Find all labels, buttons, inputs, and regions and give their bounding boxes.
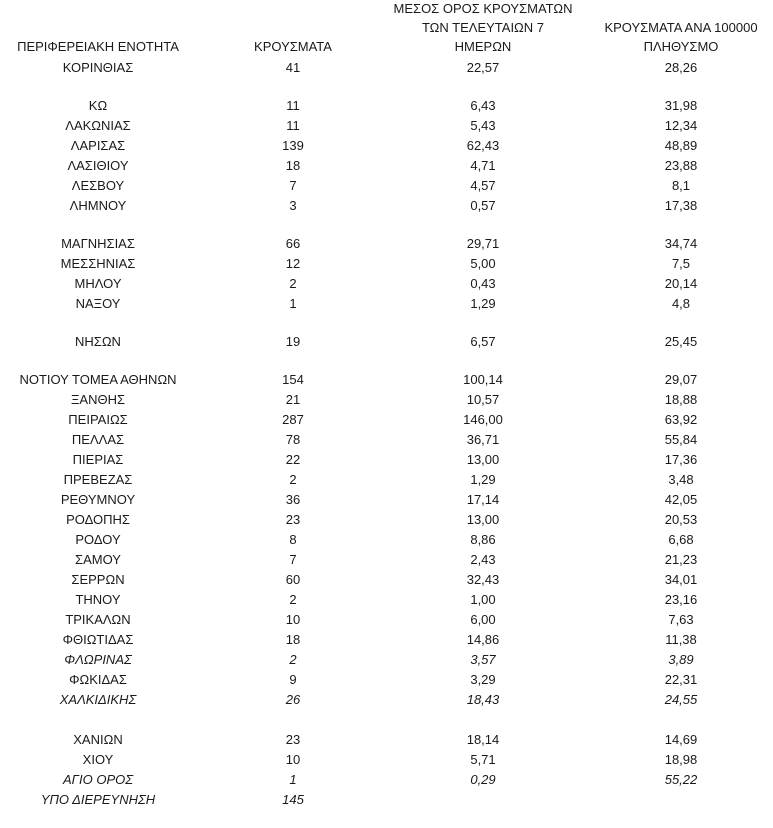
- avg7-cell: 22,57: [466, 60, 500, 75]
- region-cell: ΝΑΞΟΥ: [75, 296, 121, 311]
- table-row: [0, 690, 773, 710]
- cases-cell: 154: [282, 372, 304, 387]
- cases-cell: 11: [286, 98, 300, 113]
- avg7-cell: 5,00: [470, 256, 496, 271]
- per100k-cell: 48,89: [664, 138, 698, 153]
- avg7-cell: 3,29: [470, 672, 496, 687]
- per100k-cell: 31,98: [664, 98, 698, 113]
- region-cell: ΤΡΙΚΑΛΩΝ: [65, 612, 131, 627]
- avg7-cell: 0,57: [470, 198, 496, 213]
- cases-cell: 7: [289, 178, 297, 193]
- cases-cell: 1: [289, 772, 297, 787]
- per100k-cell: 25,45: [664, 334, 698, 349]
- avg7-cell: 3,57: [470, 652, 496, 667]
- per100k-cell: 20,14: [664, 276, 698, 291]
- region-cell: ΛΑΚΩΝΙΑΣ: [65, 118, 131, 133]
- cases-cell: 23: [285, 512, 301, 527]
- cases-cell: 41: [285, 60, 301, 75]
- avg7-cell: 4,57: [470, 178, 496, 193]
- avg7-cell: 17,14: [466, 492, 500, 507]
- region-cell: ΚΩ: [88, 98, 108, 113]
- avg7-cell: 5,71: [470, 752, 496, 767]
- region-cell: ΡΟΔΟΥ: [75, 532, 121, 547]
- cases-cell: 1: [289, 296, 297, 311]
- per100k-cell: 17,38: [664, 198, 698, 213]
- table-row: [0, 770, 773, 790]
- cases-cell: 11: [286, 118, 300, 133]
- per100k-cell: 42,05: [664, 492, 698, 507]
- region-cell: ΤΗΝΟΥ: [75, 592, 121, 607]
- per100k-cell: 8,1: [671, 178, 691, 193]
- per100k-cell: 55,84: [664, 432, 698, 447]
- avg7-cell: 100,14: [463, 372, 503, 387]
- region-cell: ΠΡΕΒΕΖΑΣ: [63, 472, 133, 487]
- per100k-cell: 12,34: [664, 118, 698, 133]
- cases-cell: 7: [289, 552, 297, 567]
- per100k-cell: 7,5: [671, 256, 691, 271]
- region-cell: ΝΗΣΩΝ: [75, 334, 121, 349]
- avg7-cell: 1,29: [470, 296, 496, 311]
- cases-cell: 8: [289, 532, 297, 547]
- region-cell: ΧΙΟΥ: [82, 752, 114, 767]
- header-region: ΠΕΡΙΦΕΡΕΙΑΚΗ ΕΝΟΤΗΤΑ: [17, 39, 179, 54]
- cases-cell: 19: [285, 334, 301, 349]
- per100k-cell: 34,01: [664, 572, 698, 587]
- per100k-cell: 11,38: [665, 632, 697, 647]
- region-cell: ΑΓΙΟ ΟΡΟΣ: [62, 772, 134, 787]
- cases-cell: 3: [289, 198, 297, 213]
- cases-cell: 21: [285, 392, 301, 407]
- avg7-cell: 6,57: [470, 334, 496, 349]
- cases-cell: 139: [282, 138, 304, 153]
- table-row: [0, 510, 773, 530]
- per100k-cell: 55,22: [664, 772, 698, 787]
- per100k-cell: 6,68: [668, 532, 694, 547]
- per100k-cell: 14,69: [664, 732, 698, 747]
- cases-cell: 2: [289, 472, 297, 487]
- per100k-cell: 18,88: [664, 392, 698, 407]
- region-cell: ΦΛΩΡΙΝΑΣ: [64, 652, 132, 667]
- table-row: [0, 490, 773, 510]
- avg7-cell: 1,00: [470, 592, 496, 607]
- cases-cell: 78: [285, 432, 301, 447]
- avg7-cell: 146,00: [463, 412, 503, 427]
- avg7-cell: 6,43: [470, 98, 496, 113]
- table-row: [0, 530, 773, 550]
- avg7-cell: 32,43: [466, 572, 500, 587]
- cases-cell: 12: [285, 256, 301, 271]
- avg7-cell: 6,00: [470, 612, 496, 627]
- cases-cell: 66: [285, 236, 301, 251]
- table-row: [0, 570, 773, 590]
- region-cell: ΡΕΘΥΜΝΟΥ: [60, 492, 136, 507]
- per100k-cell: 63,92: [664, 412, 698, 427]
- per100k-cell: 28,26: [664, 60, 698, 75]
- avg7-cell: 62,43: [466, 138, 500, 153]
- table-row: [0, 294, 773, 314]
- avg7-cell: 29,71: [466, 236, 500, 251]
- table-row: [0, 196, 773, 216]
- region-cell: ΥΠΟ ΔΙΕΡΕΥΝΗΣΗ: [40, 792, 156, 807]
- region-cell: ΦΘΙΩΤΙΔΑΣ: [62, 632, 134, 647]
- avg7-cell: 10,57: [466, 392, 500, 407]
- table-row: [0, 370, 773, 390]
- cases-cell: 10: [285, 612, 301, 627]
- per100k-cell: 17,36: [664, 452, 698, 467]
- cases-cell: 26: [285, 692, 301, 707]
- per100k-cell: 23,88: [664, 158, 698, 173]
- cases-cell: 2: [289, 592, 297, 607]
- per100k-cell: 21,23: [664, 552, 698, 567]
- region-cell: ΜΗΛΟΥ: [74, 276, 122, 291]
- cases-cell: 18: [285, 158, 301, 173]
- cases-cell: 287: [282, 412, 304, 427]
- cases-cell: 10: [285, 752, 301, 767]
- region-cell: ΧΑΝΙΩΝ: [73, 732, 123, 747]
- table-row: [0, 650, 773, 670]
- table-row: [0, 630, 773, 650]
- avg7-cell: 14,86: [466, 632, 500, 647]
- region-cell: ΛΗΜΝΟΥ: [69, 198, 127, 213]
- region-cell: ΛΕΣΒΟΥ: [71, 178, 125, 193]
- region-cell: ΡΟΔΟΠΗΣ: [66, 512, 130, 527]
- avg7-cell: 2,43: [470, 552, 496, 567]
- cases-cell: 60: [285, 572, 301, 587]
- table-row: [0, 410, 773, 430]
- cases-cell: 18: [285, 632, 301, 647]
- table-row: [0, 730, 773, 750]
- region-cell: ΜΑΓΝΗΣΙΑΣ: [61, 236, 135, 251]
- table-row: [0, 156, 773, 176]
- per100k-cell: 4,8: [671, 296, 691, 311]
- avg7-cell: 1,29: [470, 472, 496, 487]
- per100k-cell: 3,48: [668, 472, 694, 487]
- region-cell: ΠΕΛΛΑΣ: [71, 432, 125, 447]
- avg7-cell: 18,14: [466, 732, 500, 747]
- per100k-cell: 34,74: [664, 236, 698, 251]
- per100k-cell: 24,55: [664, 692, 698, 707]
- table-row: [0, 58, 773, 78]
- table-row: [0, 670, 773, 690]
- cases-cell: 2: [289, 652, 297, 667]
- avg7-cell: 36,71: [466, 432, 500, 447]
- region-cell: ΦΩΚΙΔΑΣ: [69, 672, 127, 687]
- table-row: [0, 610, 773, 630]
- per100k-cell: 20,53: [664, 512, 698, 527]
- table-row: [0, 254, 773, 274]
- region-cell: ΣΕΡΡΩΝ: [71, 572, 125, 587]
- header-cases: ΚΡΟΥΣΜΑΤΑ: [254, 39, 332, 54]
- region-cell: ΝΟΤΙΟΥ ΤΟΜΕΑ ΑΘΗΝΩΝ: [19, 372, 177, 387]
- table-row: [0, 274, 773, 294]
- cases-cell: 22: [285, 452, 301, 467]
- avg7-cell: 0,29: [470, 772, 496, 787]
- cases-cell: 9: [289, 672, 297, 687]
- header-avg7: ΜΕΣΟΣ ΟΡΟΣ ΚΡΟΥΣΜΑΤΩΝ ΤΩΝ ΤΕΛΕΥΤΑΙΩΝ 7 ΗΜΕΡΩΝ: [393, 1, 573, 54]
- table-row: [0, 176, 773, 196]
- avg7-cell: 0,43: [470, 276, 496, 291]
- per100k-cell: 7,63: [668, 612, 694, 627]
- table-row: [0, 790, 773, 810]
- cases-cell: 36: [285, 492, 301, 507]
- table-row: [0, 550, 773, 570]
- table-row: [0, 234, 773, 254]
- table-row: [0, 450, 773, 470]
- per100k-cell: 3,89: [668, 652, 694, 667]
- region-cell: ΛΑΣΙΘΙΟΥ: [67, 158, 129, 173]
- region-cell: ΧΑΛΚΙΔΙΚΗΣ: [59, 692, 137, 707]
- per100k-cell: 18,98: [664, 752, 698, 767]
- per100k-cell: 22,31: [664, 672, 698, 687]
- header-per100k: ΚΡΟΥΣΜΑΤΑ ΑΝΑ 100000 ΠΛΗΘΥΣΜΟ: [604, 20, 758, 54]
- cases-cell: 145: [282, 792, 304, 807]
- avg7-cell: 4,71: [470, 158, 496, 173]
- region-cell: ΠΕΙΡΑΙΩΣ: [68, 412, 128, 427]
- table-row: [0, 332, 773, 352]
- region-cell: ΞΑΝΘΗΣ: [70, 392, 126, 407]
- region-cell: ΛΑΡΙΣΑΣ: [70, 138, 126, 153]
- table-row: [0, 590, 773, 610]
- table-row: [0, 96, 773, 116]
- table-row: [0, 136, 773, 156]
- avg7-cell: 18,43: [466, 692, 500, 707]
- avg7-cell: 5,43: [470, 118, 496, 133]
- region-cell: ΜΕΣΣΗΝΙΑΣ: [60, 256, 136, 271]
- cases-cell: 23: [285, 732, 301, 747]
- avg7-cell: 13,00: [466, 512, 500, 527]
- region-cell: ΠΙΕΡΙΑΣ: [72, 452, 124, 467]
- per100k-cell: 29,07: [664, 372, 698, 387]
- avg7-cell: 8,86: [470, 532, 496, 547]
- cases-cell: 2: [289, 276, 297, 291]
- table-row: [0, 390, 773, 410]
- per100k-cell: 23,16: [664, 592, 698, 607]
- region-cell: ΚΟΡΙΝΘΙΑΣ: [62, 60, 134, 75]
- table-row: [0, 750, 773, 770]
- table-row: [0, 116, 773, 136]
- avg7-cell: 13,00: [466, 452, 500, 467]
- region-cell: ΣΑΜΟΥ: [75, 552, 121, 567]
- table-row: [0, 470, 773, 490]
- table-row: [0, 430, 773, 450]
